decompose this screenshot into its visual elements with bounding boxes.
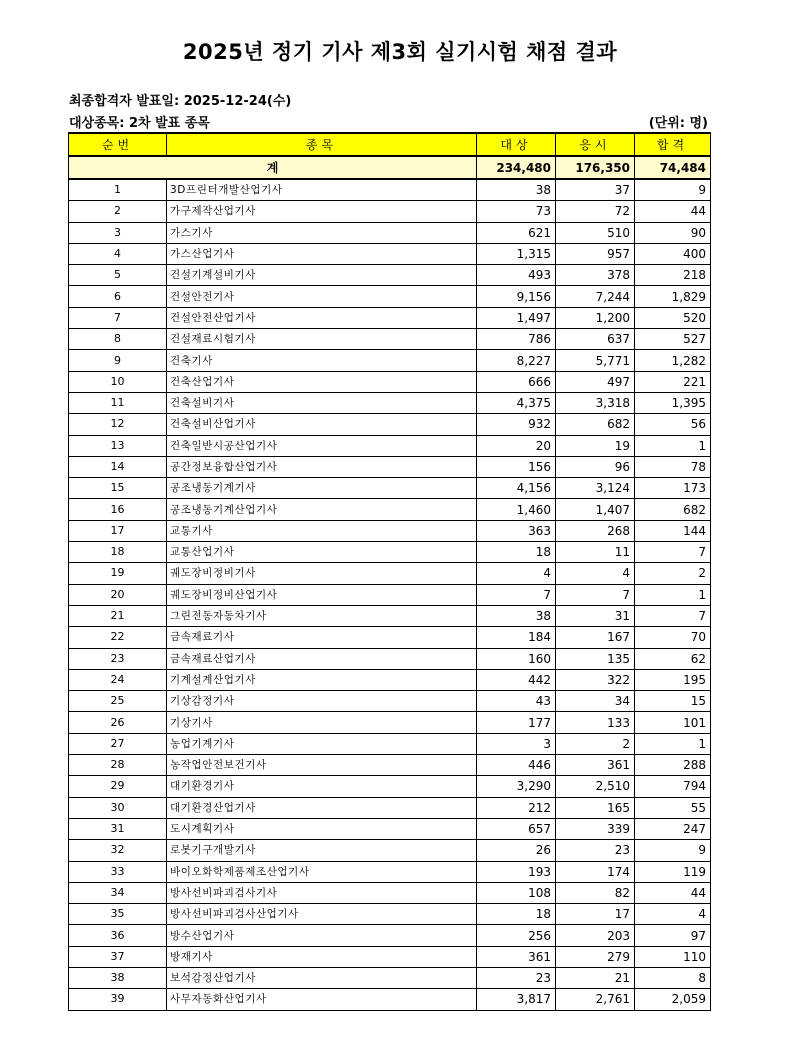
table-row	[69, 478, 711, 499]
cell-passed: 2	[635, 563, 711, 584]
table-row	[69, 179, 711, 201]
cell-target: 786	[477, 329, 556, 350]
cell-target: 3,290	[477, 776, 556, 797]
cell-no: 3	[69, 222, 167, 243]
cell-no: 30	[69, 797, 167, 818]
cell-name: 농작업안전보건기사	[167, 755, 477, 776]
cell-target: 442	[477, 669, 556, 690]
cell-no: 26	[69, 712, 167, 733]
cell-target: 932	[477, 414, 556, 435]
table-row	[69, 371, 711, 392]
cell-applied: 31	[556, 605, 635, 626]
cell-passed: 44	[635, 882, 711, 903]
cell-applied: 268	[556, 520, 635, 541]
cell-name: 교통산업기사	[167, 542, 477, 563]
cell-applied: 37	[556, 179, 635, 201]
cell-target: 4	[477, 563, 556, 584]
cell-target: 666	[477, 371, 556, 392]
cell-name: 사무자동화산업기사	[167, 989, 477, 1010]
results-table	[68, 132, 711, 1011]
cell-passed: 7	[635, 542, 711, 563]
cell-name: 건설재료시험기사	[167, 329, 477, 350]
cell-applied: 322	[556, 669, 635, 690]
cell-applied: 7,244	[556, 286, 635, 307]
cell-no: 22	[69, 627, 167, 648]
cell-passed: 1,829	[635, 286, 711, 307]
cell-passed: 527	[635, 329, 711, 350]
table-row	[69, 499, 711, 520]
cell-applied: 174	[556, 861, 635, 882]
cell-name: 궤도장비정비산업기사	[167, 584, 477, 605]
cell-applied: 135	[556, 648, 635, 669]
cell-target: 108	[477, 882, 556, 903]
table-row	[69, 967, 711, 988]
table-row	[69, 861, 711, 882]
cell-target: 26	[477, 840, 556, 861]
cell-name: 건설안전기사	[167, 286, 477, 307]
cell-passed: 8	[635, 967, 711, 988]
table-row	[69, 435, 711, 456]
cell-name: 건축설비산업기사	[167, 414, 477, 435]
cell-target: 184	[477, 627, 556, 648]
cell-name: 가구제작산업기사	[167, 201, 477, 222]
cell-target: 23	[477, 967, 556, 988]
cell-name: 건설기계설비기사	[167, 265, 477, 286]
cell-target: 256	[477, 925, 556, 946]
cell-target: 7	[477, 584, 556, 605]
cell-passed: 70	[635, 627, 711, 648]
cell-applied: 5,771	[556, 350, 635, 371]
cell-name: 기상감정기사	[167, 691, 477, 712]
table-row	[69, 286, 711, 307]
table-row	[69, 840, 711, 861]
unit-label: (단위: 명)	[648, 116, 708, 131]
cell-name: 기계설계산업기사	[167, 669, 477, 690]
table-row	[69, 712, 711, 733]
cell-target: 38	[477, 179, 556, 201]
cell-applied: 279	[556, 946, 635, 967]
cell-name: 금속재료산업기사	[167, 648, 477, 669]
table-row	[69, 414, 711, 435]
cell-applied: 637	[556, 329, 635, 350]
cell-passed: 682	[635, 499, 711, 520]
cell-name: 농업기계기사	[167, 733, 477, 754]
table-row	[69, 733, 711, 754]
table-row	[69, 265, 711, 286]
table-row	[69, 904, 711, 925]
cell-passed: 794	[635, 776, 711, 797]
total-target: 234,480	[477, 156, 556, 179]
cell-applied: 2,761	[556, 989, 635, 1010]
total-applied: 176,350	[556, 156, 635, 179]
cell-applied: 21	[556, 967, 635, 988]
cell-no: 36	[69, 925, 167, 946]
cell-applied: 167	[556, 627, 635, 648]
cell-applied: 682	[556, 414, 635, 435]
cell-passed: 173	[635, 478, 711, 499]
cell-passed: 9	[635, 840, 711, 861]
cell-applied: 23	[556, 840, 635, 861]
cell-passed: 119	[635, 861, 711, 882]
cell-target: 212	[477, 797, 556, 818]
table-row	[69, 222, 711, 243]
cell-passed: 218	[635, 265, 711, 286]
cell-target: 1,497	[477, 307, 556, 328]
cell-passed: 1	[635, 584, 711, 605]
cell-passed: 97	[635, 925, 711, 946]
cell-target: 363	[477, 520, 556, 541]
announcement-date: 최종합격자 발표일: 2025-12-24(수)	[69, 94, 292, 109]
table-row	[69, 691, 711, 712]
table-row	[69, 627, 711, 648]
cell-name: 공조냉동기계산업기사	[167, 499, 477, 520]
table-row	[69, 329, 711, 350]
cell-no: 31	[69, 818, 167, 839]
cell-passed: 55	[635, 797, 711, 818]
cell-applied: 2	[556, 733, 635, 754]
header-row	[69, 133, 711, 156]
cell-name: 방수산업기사	[167, 925, 477, 946]
cell-no: 33	[69, 861, 167, 882]
cell-name: 바이오화학제품제조산업기사	[167, 861, 477, 882]
cell-target: 18	[477, 904, 556, 925]
cell-name: 방재기사	[167, 946, 477, 967]
table-row	[69, 392, 711, 413]
table-row	[69, 605, 711, 626]
total-label: 계	[69, 156, 477, 179]
cell-target: 1,315	[477, 243, 556, 264]
cell-no: 4	[69, 243, 167, 264]
cell-no: 29	[69, 776, 167, 797]
cell-target: 8,227	[477, 350, 556, 371]
cell-no: 21	[69, 605, 167, 626]
cell-passed: 1,395	[635, 392, 711, 413]
cell-no: 24	[69, 669, 167, 690]
cell-name: 대기환경기사	[167, 776, 477, 797]
table-row	[69, 520, 711, 541]
table-row	[69, 563, 711, 584]
cell-name: 건축산업기사	[167, 371, 477, 392]
cell-passed: 1	[635, 733, 711, 754]
cell-passed: 62	[635, 648, 711, 669]
cell-no: 37	[69, 946, 167, 967]
cell-applied: 510	[556, 222, 635, 243]
cell-applied: 957	[556, 243, 635, 264]
cell-target: 621	[477, 222, 556, 243]
table-row	[69, 350, 711, 371]
target-category: 대상종목: 2차 발표 종목	[69, 116, 210, 131]
cell-passed: 195	[635, 669, 711, 690]
table-row	[69, 648, 711, 669]
cell-applied: 17	[556, 904, 635, 925]
cell-target: 20	[477, 435, 556, 456]
cell-passed: 520	[635, 307, 711, 328]
cell-no: 12	[69, 414, 167, 435]
cell-no: 6	[69, 286, 167, 307]
cell-passed: 400	[635, 243, 711, 264]
cell-passed: 110	[635, 946, 711, 967]
total-row	[69, 156, 711, 179]
cell-name: 공간정보융합산업기사	[167, 456, 477, 477]
cell-passed: 56	[635, 414, 711, 435]
cell-name: 가스기사	[167, 222, 477, 243]
table-row	[69, 542, 711, 563]
cell-passed: 9	[635, 179, 711, 201]
cell-no: 1	[69, 179, 167, 201]
cell-target: 9,156	[477, 286, 556, 307]
cell-no: 10	[69, 371, 167, 392]
cell-name: 로봇기구개발기사	[167, 840, 477, 861]
cell-passed: 144	[635, 520, 711, 541]
cell-no: 38	[69, 967, 167, 988]
cell-no: 7	[69, 307, 167, 328]
cell-no: 35	[69, 904, 167, 925]
cell-no: 20	[69, 584, 167, 605]
cell-no: 28	[69, 755, 167, 776]
table-row	[69, 243, 711, 264]
cell-target: 493	[477, 265, 556, 286]
cell-no: 9	[69, 350, 167, 371]
cell-no: 14	[69, 456, 167, 477]
table-row	[69, 776, 711, 797]
cell-applied: 96	[556, 456, 635, 477]
cell-applied: 82	[556, 882, 635, 903]
cell-applied: 72	[556, 201, 635, 222]
table-row	[69, 201, 711, 222]
cell-no: 23	[69, 648, 167, 669]
cell-name: 궤도장비정비기사	[167, 563, 477, 584]
cell-target: 446	[477, 755, 556, 776]
cell-passed: 221	[635, 371, 711, 392]
header-no: 순번	[69, 133, 167, 156]
cell-no: 39	[69, 989, 167, 1010]
table-row	[69, 818, 711, 839]
cell-no: 8	[69, 329, 167, 350]
cell-passed: 1,282	[635, 350, 711, 371]
cell-passed: 44	[635, 201, 711, 222]
cell-name: 기상기사	[167, 712, 477, 733]
cell-target: 18	[477, 542, 556, 563]
cell-target: 4,156	[477, 478, 556, 499]
cell-target: 38	[477, 605, 556, 626]
cell-name: 건축설비기사	[167, 392, 477, 413]
cell-name: 도시계획기사	[167, 818, 477, 839]
cell-no: 13	[69, 435, 167, 456]
cell-applied: 4	[556, 563, 635, 584]
cell-no: 18	[69, 542, 167, 563]
cell-passed: 101	[635, 712, 711, 733]
cell-name: 방사선비파괴검사산업기사	[167, 904, 477, 925]
table-row	[69, 925, 711, 946]
cell-target: 3	[477, 733, 556, 754]
cell-name: 건축일반시공산업기사	[167, 435, 477, 456]
header-name: 종목	[167, 133, 477, 156]
cell-applied: 3,124	[556, 478, 635, 499]
cell-passed: 7	[635, 605, 711, 626]
cell-passed: 78	[635, 456, 711, 477]
cell-passed: 288	[635, 755, 711, 776]
cell-applied: 203	[556, 925, 635, 946]
cell-target: 156	[477, 456, 556, 477]
cell-name: 가스산업기사	[167, 243, 477, 264]
cell-target: 361	[477, 946, 556, 967]
cell-no: 32	[69, 840, 167, 861]
cell-applied: 133	[556, 712, 635, 733]
header-target: 대상	[477, 133, 556, 156]
cell-no: 2	[69, 201, 167, 222]
cell-passed: 1	[635, 435, 711, 456]
cell-passed: 4	[635, 904, 711, 925]
cell-name: 교통기사	[167, 520, 477, 541]
cell-applied: 497	[556, 371, 635, 392]
cell-name: 방사선비파괴검사기사	[167, 882, 477, 903]
cell-name: 보석감정산업기사	[167, 967, 477, 988]
table-row	[69, 882, 711, 903]
cell-passed: 15	[635, 691, 711, 712]
cell-applied: 1,200	[556, 307, 635, 328]
cell-no: 17	[69, 520, 167, 541]
table-row	[69, 989, 711, 1010]
table-row	[69, 669, 711, 690]
cell-no: 11	[69, 392, 167, 413]
cell-target: 4,375	[477, 392, 556, 413]
total-passed: 74,484	[635, 156, 711, 179]
cell-applied: 361	[556, 755, 635, 776]
cell-target: 3,817	[477, 989, 556, 1010]
cell-applied: 1,407	[556, 499, 635, 520]
cell-name: 건축기사	[167, 350, 477, 371]
cell-no: 15	[69, 478, 167, 499]
table-row	[69, 456, 711, 477]
table-row	[69, 755, 711, 776]
cell-target: 73	[477, 201, 556, 222]
cell-passed: 247	[635, 818, 711, 839]
cell-applied: 19	[556, 435, 635, 456]
cell-target: 43	[477, 691, 556, 712]
cell-applied: 339	[556, 818, 635, 839]
cell-name: 그린전동자동차기사	[167, 605, 477, 626]
table-row	[69, 946, 711, 967]
cell-name: 공조냉동기계기사	[167, 478, 477, 499]
cell-no: 5	[69, 265, 167, 286]
cell-target: 193	[477, 861, 556, 882]
cell-applied: 3,318	[556, 392, 635, 413]
cell-target: 177	[477, 712, 556, 733]
cell-applied: 165	[556, 797, 635, 818]
cell-applied: 7	[556, 584, 635, 605]
cell-applied: 34	[556, 691, 635, 712]
cell-name: 건설안전산업기사	[167, 307, 477, 328]
cell-name: 3D프린터개발산업기사	[167, 179, 477, 201]
cell-name: 금속재료기사	[167, 627, 477, 648]
table-row	[69, 797, 711, 818]
cell-passed: 2,059	[635, 989, 711, 1010]
header-passed: 합격	[635, 133, 711, 156]
table-row	[69, 584, 711, 605]
cell-no: 34	[69, 882, 167, 903]
table-row	[69, 307, 711, 328]
cell-no: 25	[69, 691, 167, 712]
cell-applied: 11	[556, 542, 635, 563]
page-title: 2025년 정기 기사 제3회 실기시험 채점 결과	[182, 40, 618, 64]
cell-no: 27	[69, 733, 167, 754]
cell-target: 657	[477, 818, 556, 839]
header-applied: 응시	[556, 133, 635, 156]
cell-passed: 90	[635, 222, 711, 243]
cell-target: 1,460	[477, 499, 556, 520]
cell-no: 16	[69, 499, 167, 520]
cell-no: 19	[69, 563, 167, 584]
cell-name: 대기환경산업기사	[167, 797, 477, 818]
cell-applied: 2,510	[556, 776, 635, 797]
cell-applied: 378	[556, 265, 635, 286]
cell-target: 160	[477, 648, 556, 669]
